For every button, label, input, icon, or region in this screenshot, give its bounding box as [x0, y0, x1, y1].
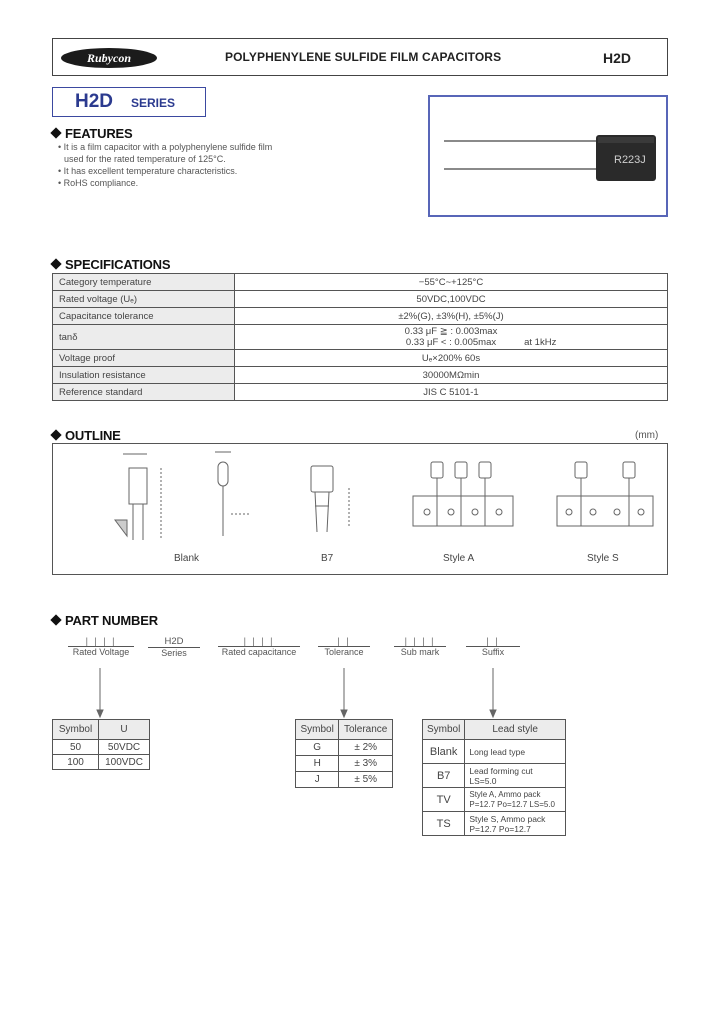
- features-heading: FEATURES: [52, 126, 133, 141]
- feature-item: • It has excellent temperature characteristics.: [58, 166, 238, 176]
- pn-segment-series: H2D Series: [148, 636, 200, 658]
- b7-side-outline: [218, 462, 228, 486]
- figure-label-blank: Blank: [174, 553, 200, 564]
- spec-row: Rated voltage (Uₑ) 50VDC,100VDC: [53, 291, 668, 308]
- pn-segment-rated-capacitance: | | | | Rated capacitance: [218, 636, 300, 657]
- outline-heading: OUTLINE: [52, 428, 121, 443]
- table-row: TS Style S, Ammo pack P=12.7 Po=12.7: [423, 812, 566, 836]
- features-list: [58, 141, 272, 189]
- diamond-bullet-icon: [50, 127, 61, 138]
- part-number-arrows: [0, 660, 720, 720]
- spec-row: Category temperature −55°C~+125°C: [53, 274, 668, 291]
- part-number-heading: PART NUMBER: [52, 613, 158, 628]
- product-photo: [428, 95, 668, 217]
- table-row: H ± 3%: [296, 756, 393, 772]
- feature-item: • RoHS compliance.: [58, 178, 139, 188]
- table-row: J ± 5%: [296, 772, 393, 788]
- page-header: [52, 38, 668, 76]
- figure-label-b7: B7: [321, 553, 334, 564]
- specifications-heading: SPECIFICATIONS: [52, 257, 170, 272]
- capacitor-marking: R223J: [614, 154, 646, 166]
- series-code-header: H2D: [603, 50, 632, 66]
- feature-item-continued: used for the rated temperature of 125°C.: [64, 154, 226, 164]
- document-title: POLYPHENYLENE SULFIDE FILM CAPACITORS: [225, 50, 502, 64]
- table-row: 100 100VDC: [53, 755, 150, 770]
- capacitor-photo-illustration: [430, 97, 666, 215]
- table-row: TV Style A, Ammo pack P=12.7 Po=12.7 LS=5.0: [423, 788, 566, 812]
- diamond-bullet-icon: [50, 614, 61, 625]
- table-row: B7 Lead forming cut LS=5.0: [423, 764, 566, 788]
- outline-drawings: [52, 443, 668, 575]
- tolerance-symbol-table: Symbol Tolerance G ± 2% H ± 3% J ± 5%: [295, 719, 393, 788]
- brand-logo: Rubycon: [61, 48, 157, 68]
- pn-segment-suffix: | | Suffix: [466, 636, 520, 657]
- figure-label-style-s: Style S: [587, 553, 619, 564]
- blank-body-outline: [129, 468, 147, 504]
- pn-segment-rated-voltage: | | | | Rated Voltage: [68, 636, 134, 657]
- feature-item: • It is a film capacitor with a polyphenylene sulfide film: [58, 142, 273, 152]
- diamond-bullet-icon: [50, 429, 61, 440]
- diamond-bullet-icon: [50, 258, 61, 269]
- b7-front-outline: [311, 466, 333, 492]
- spec-row: Voltage proof Uₑ×200% 60s: [53, 350, 668, 367]
- series-box: [52, 87, 206, 117]
- table-row: Blank Long lead type: [423, 740, 566, 764]
- series-code: H2D: [75, 91, 114, 112]
- figure-label-style-a: Style A: [443, 553, 475, 564]
- pn-segment-sub-mark: | | | | Sub mark: [394, 636, 446, 657]
- pn-segment-tolerance: | | Tolerance: [318, 636, 370, 657]
- lead-style-table: Symbol Lead style Blank Long lead type B7 Lead forming cut LS=5.0 TV Style A, Ammo pack P=12.7 Po=12.7 LS=5.0 TS Style S, Ammo pack P=12.7 Po=12.7: [422, 719, 566, 836]
- table-row: 50 50VDC: [53, 740, 150, 755]
- specifications-table: [52, 273, 668, 401]
- outline-diagram: [53, 444, 667, 574]
- spec-row: Capacitance tolerance ±2%(G), ±3%(H), ±5%(J): [53, 308, 668, 325]
- table-row: G ± 2%: [296, 740, 393, 756]
- series-word: SERIES: [131, 96, 176, 110]
- spec-row: Reference standard JIS C 5101-1: [53, 384, 668, 401]
- spec-row: Insulation resistance 30000MΩmin: [53, 367, 668, 384]
- voltage-symbol-table: Symbol U 50 50VDC 100 100VDC: [52, 719, 150, 770]
- spec-row: tanδ 0.33 μF ≧ : 0.003max 0.33 μF < : 0.005max at 1kHz: [53, 325, 668, 350]
- outline-unit: (mm): [635, 430, 659, 441]
